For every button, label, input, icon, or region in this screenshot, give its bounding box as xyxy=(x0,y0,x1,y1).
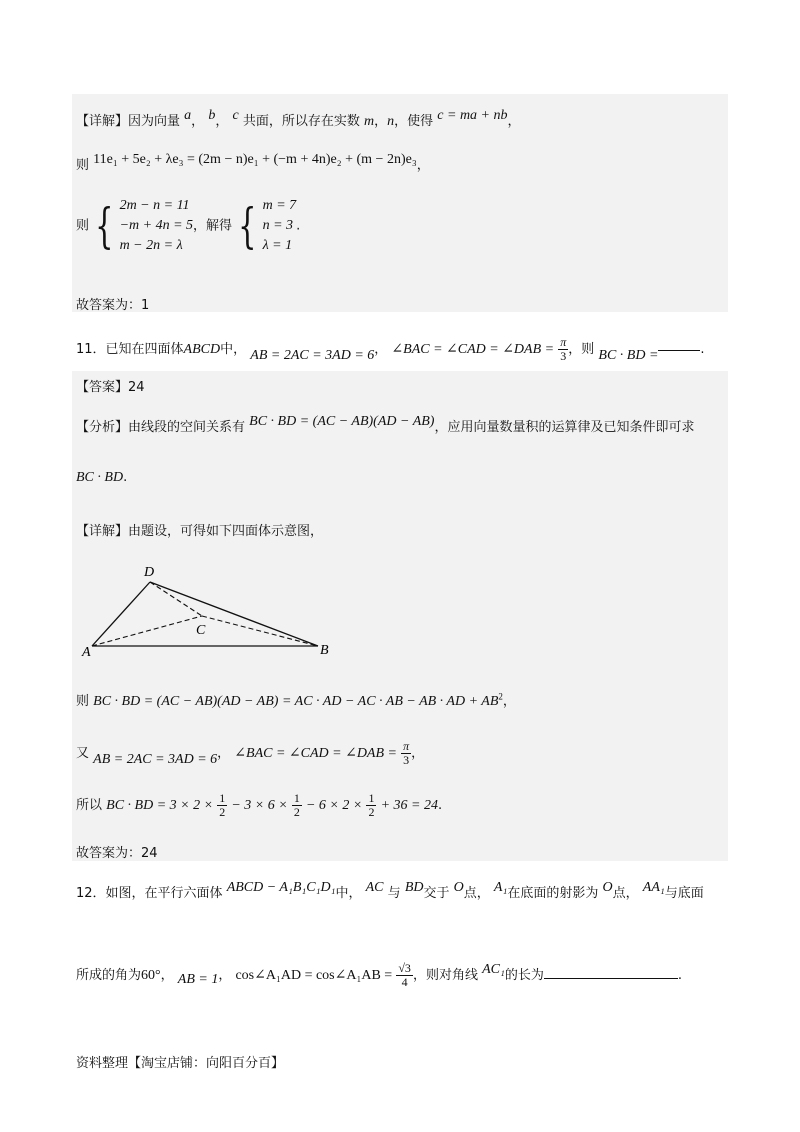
label-c: C xyxy=(196,623,206,638)
detail-11: 【详解】由题设，可得如下四面体示意图， xyxy=(76,524,324,539)
expand-line: 则 BC · BD = (AC − AB)(AD − AB) = AC · AD − AC · AB − AB · AD + $AB^2$， xyxy=(76,691,516,709)
answer-blank-12 xyxy=(544,978,678,979)
label-b: B xyxy=(320,643,329,658)
detail-label: 【详解】 xyxy=(76,114,129,129)
calc-line: 所以 BC · BD = 3 × 2 × $\frac{1}{2}$ − 3 × 6 × $\frac{1}{2}$ − 6 × 2 × $\frac{1}{2}$ + 36 = 24. xyxy=(76,791,443,819)
detail-line-2: 则 11e₁ + 5e₂ + λe₃ = (2m − n)e₁ + (−m + 4n)e₂ + (m − 2n)e₃， xyxy=(76,152,430,173)
answer-11-final: 故答案为：24 xyxy=(76,846,158,861)
answer-10: 故答案为：1 xyxy=(76,298,150,313)
edge-db xyxy=(150,582,318,646)
label-d: D xyxy=(144,565,155,580)
edge-ac xyxy=(92,616,202,646)
question-12-line-2: 所成的角为60°， AB = 1， cos∠A₁AD = cos∠A₁AB = $\frac{√3}{4}$ ，则对角线 AC₁的长为 . xyxy=(76,961,683,989)
analysis-line: 【分析】由线段的空间关系有 BC · BD = (AC − AB)(AD − AB)，应用向量数量积的运算律及已知条件即可求 xyxy=(76,414,695,435)
footer: 资料整理【淘宝店铺：向阳百分百】 xyxy=(76,1056,285,1071)
edge-ad xyxy=(92,582,150,646)
question-12-line-1: 12．如图，在平行六面体 ABCD − A₁B₁C₁D₁中， AC 与 BD交于 O点， A₁在底面的射影为 O点， AA₁与底面 xyxy=(76,880,704,901)
given-line: 又 AB = 2AC = 3AD = 6， ∠BAC = ∠CAD = ∠DAB = $\frac{\pi}{3}$ ， xyxy=(76,739,425,767)
edge-cb xyxy=(202,616,318,646)
answer-11: 【答案】24 xyxy=(76,380,145,395)
tetrahedron-figure xyxy=(80,562,340,662)
analysis-end: BC · BD. xyxy=(76,470,128,485)
question-11: 11．已知在四面体ABCD中， AB = 2AC = 3AD = 6， ∠BAC = ∠CAD = ∠DAB = $\frac{\pi}{3}$ ，则 BC · BD = . xyxy=(76,335,705,363)
detail-line-1: 【详解】因为向量 a， b， c 共面，所以存在实数 m，n，使得 c = ma + nb， xyxy=(76,108,521,129)
equation-system: 则 { 2m − n = 11 −m + 4n = 5 m − 2n = λ ，解得 { m = 7 n = 3 λ = 1 . xyxy=(76,198,301,254)
label-a: A xyxy=(82,645,91,660)
answer-blank xyxy=(658,349,700,351)
